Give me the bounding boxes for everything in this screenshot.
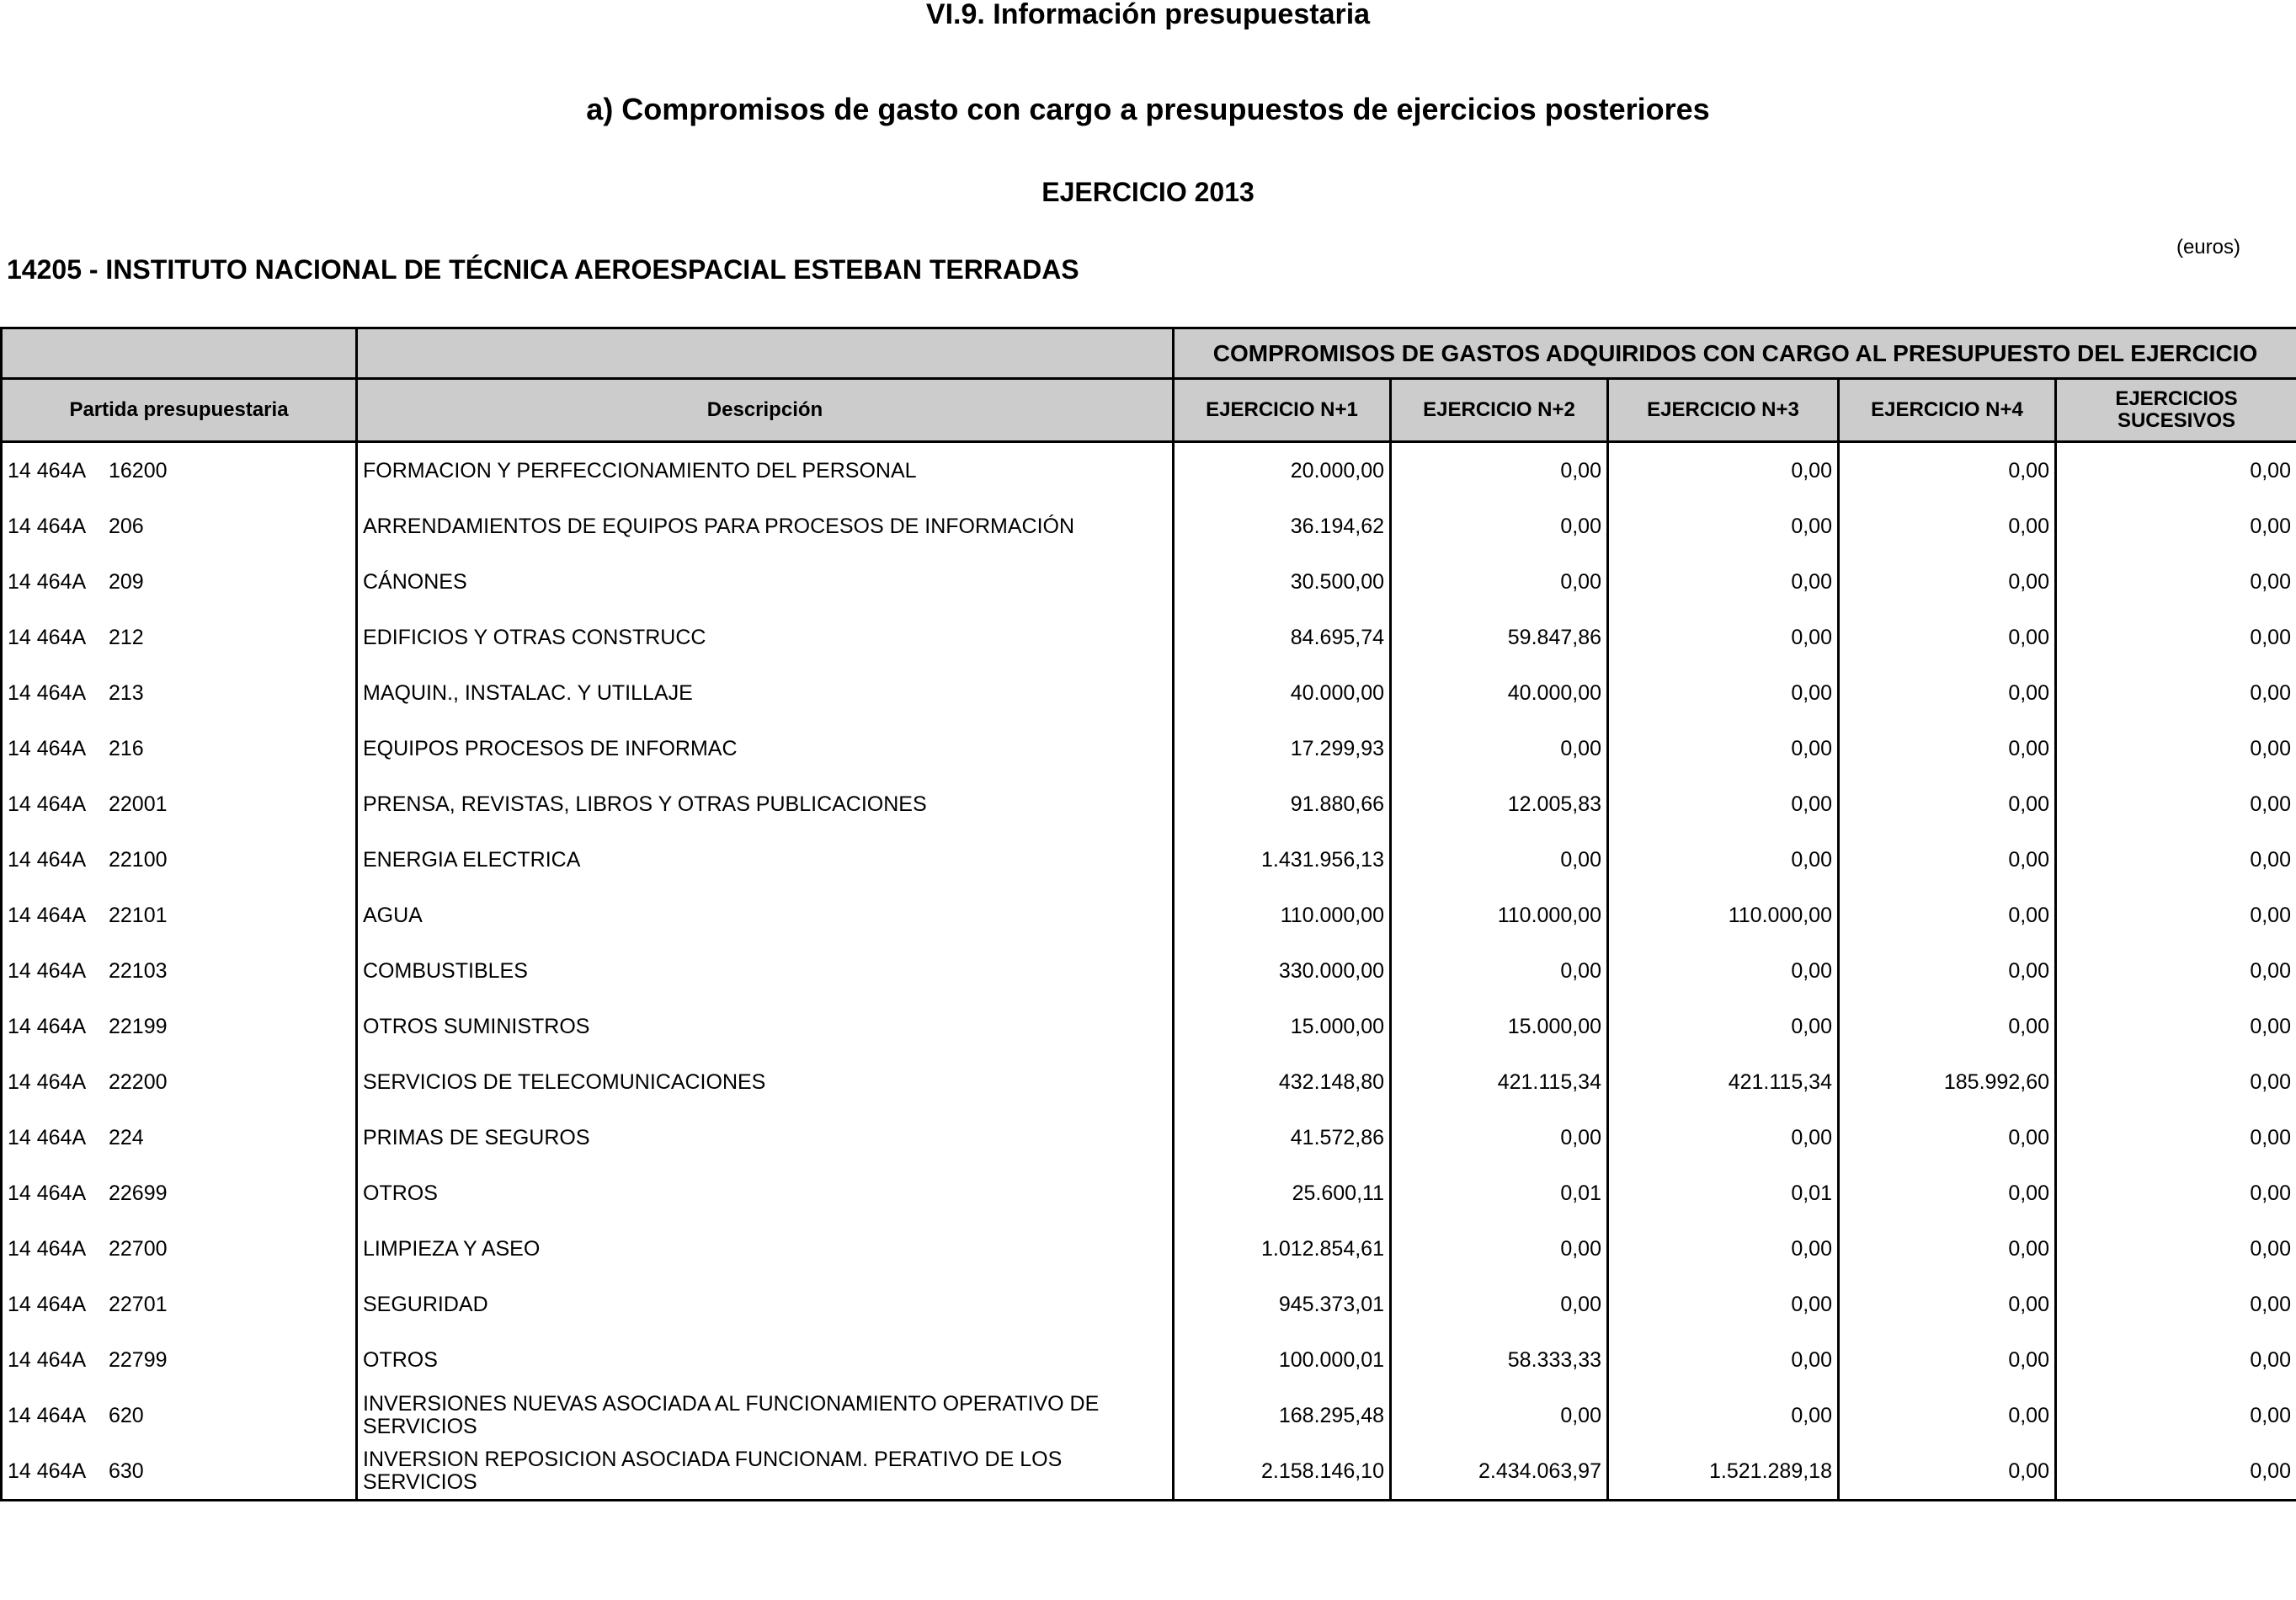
descripcion-cell: EQUIPOS PROCESOS DE INFORMAC [357, 721, 1174, 776]
amount-cell-n3: 0,00 [1608, 1110, 1839, 1165]
amount-cell-n3: 0,00 [1608, 1388, 1839, 1443]
amount-cell-sucesivos: 0,00 [2056, 999, 2296, 1054]
table-row [2, 721, 2296, 776]
amount-cell-n3: 1.521.289,18 [1608, 1443, 1839, 1501]
amount-cell-n2: 0,00 [1391, 1277, 1608, 1332]
descripcion-cell: FORMACION Y PERFECCIONAMIENTO DEL PERSONAL [357, 442, 1174, 499]
table-row [2, 1054, 2296, 1110]
amount-cell-n2: 0,00 [1391, 554, 1608, 610]
amount-cell-sucesivos: 0,00 [2056, 442, 2296, 499]
header-row-group [2, 328, 2296, 379]
programa-code: 14 464A [8, 1014, 87, 1038]
amount-cell-n1: 20.000,00 [1174, 442, 1391, 499]
col-header-n3: EJERCICIO N+3 [1608, 379, 1839, 442]
amount-cell-n4: 0,00 [1839, 776, 2056, 832]
amount-cell-n1: 40.000,00 [1174, 665, 1391, 721]
descripcion-cell: OTROS [357, 1165, 1174, 1221]
table-row [2, 442, 2296, 499]
programa-code: 14 464A [8, 514, 87, 538]
section-title: VI.9. Información presupuestaria [925, 0, 1371, 30]
amount-cell-n3: 0,00 [1608, 499, 1839, 554]
concepto-code: 22100 [109, 847, 168, 872]
amount-cell-n2: 0,00 [1391, 943, 1608, 999]
descripcion-cell: LIMPIEZA Y ASEO [357, 1221, 1174, 1277]
concepto-code: 206 [109, 514, 144, 538]
amount-cell-n1: 168.295,48 [1174, 1388, 1391, 1443]
partida-cell [2, 1388, 357, 1443]
amount-cell-n1: 330.000,00 [1174, 943, 1391, 999]
amount-cell-sucesivos: 0,00 [2056, 554, 2296, 610]
concepto-code: 22700 [109, 1236, 168, 1261]
amount-cell-n4: 0,00 [1839, 999, 2056, 1054]
amount-cell-n3: 0,00 [1608, 999, 1839, 1054]
amount-cell-sucesivos: 0,00 [2056, 665, 2296, 721]
amount-cell-sucesivos: 0,00 [2056, 1388, 2296, 1443]
amount-cell-n4: 0,00 [1839, 1443, 2056, 1501]
table-row [2, 943, 2296, 999]
amount-cell-sucesivos: 0,00 [2056, 1165, 2296, 1221]
partida-cell [2, 499, 357, 554]
amount-cell-n1: 110.000,00 [1174, 888, 1391, 943]
descripcion-cell: PRIMAS DE SEGUROS [357, 1110, 1174, 1165]
amount-cell-n1: 432.148,80 [1174, 1054, 1391, 1110]
amount-cell-n2: 40.000,00 [1391, 665, 1608, 721]
amount-cell-n2: 0,00 [1391, 1388, 1608, 1443]
descripcion-cell: OTROS SUMINISTROS [357, 999, 1174, 1054]
amount-cell-n1: 91.880,66 [1174, 776, 1391, 832]
amount-cell-n3: 0,00 [1608, 943, 1839, 999]
amount-cell-n2: 15.000,00 [1391, 999, 1608, 1054]
amount-cell-n4: 0,00 [1839, 888, 2056, 943]
concepto-code: 22001 [109, 792, 168, 816]
amount-cell-n3: 0,00 [1608, 1332, 1839, 1388]
amount-cell-n3: 0,00 [1608, 665, 1839, 721]
concepto-code: 22799 [109, 1347, 168, 1372]
amount-cell-n4: 0,00 [1839, 1221, 2056, 1277]
amount-cell-n4: 0,00 [1839, 665, 2056, 721]
budget-table [0, 327, 2296, 1501]
amount-cell-sucesivos: 0,00 [2056, 499, 2296, 554]
col-header-n1: EJERCICIO N+1 [1174, 379, 1391, 442]
table-row [2, 1165, 2296, 1221]
programa-code: 14 464A [8, 1347, 87, 1372]
descripcion-cell: EDIFICIOS Y OTRAS CONSTRUCC [357, 610, 1174, 665]
partida-cell [2, 1110, 357, 1165]
programa-code: 14 464A [8, 625, 87, 649]
partida-cell [2, 442, 357, 499]
amount-cell-n4: 0,00 [1839, 554, 2056, 610]
amount-cell-n4: 0,00 [1839, 1165, 2056, 1221]
partida-cell [2, 943, 357, 999]
header-row-columns [2, 379, 2296, 442]
descripcion-cell: COMBUSTIBLES [357, 943, 1174, 999]
amount-cell-sucesivos: 0,00 [2056, 943, 2296, 999]
amount-cell-sucesivos: 0,00 [2056, 1277, 2296, 1332]
amount-cell-n2: 0,00 [1391, 1221, 1608, 1277]
table-row [2, 832, 2296, 888]
amount-cell-sucesivos: 0,00 [2056, 1443, 2296, 1501]
amount-cell-n4: 0,00 [1839, 610, 2056, 665]
amount-cell-n1: 30.500,00 [1174, 554, 1391, 610]
programa-code: 14 464A [8, 1236, 87, 1261]
programa-code: 14 464A [8, 680, 87, 705]
concepto-code: 630 [109, 1459, 144, 1483]
table-row [2, 1277, 2296, 1332]
amount-cell-n4: 0,00 [1839, 442, 2056, 499]
table-row [2, 499, 2296, 554]
amount-cell-n2: 58.333,33 [1391, 1332, 1608, 1388]
partida-cell [2, 610, 357, 665]
amount-cell-n3: 0,00 [1608, 721, 1839, 776]
amount-cell-n4: 185.992,60 [1839, 1054, 2056, 1110]
concepto-code: 22103 [109, 958, 168, 983]
amount-cell-n2: 0,00 [1391, 1110, 1608, 1165]
programa-code: 14 464A [8, 1125, 87, 1149]
group-header: COMPROMISOS DE GASTOS ADQUIRIDOS CON CARGO AL PRESUPUESTO DEL EJERCICIO [1174, 328, 2296, 379]
amount-cell-n4: 0,00 [1839, 721, 2056, 776]
partida-cell [2, 554, 357, 610]
amount-cell-n3: 0,00 [1608, 1221, 1839, 1277]
amount-cell-n3: 0,00 [1608, 610, 1839, 665]
partida-cell [2, 1277, 357, 1332]
amount-cell-sucesivos: 0,00 [2056, 832, 2296, 888]
amount-cell-n3: 110.000,00 [1608, 888, 1839, 943]
col-header-partida: Partida presupuestaria [2, 379, 357, 442]
programa-code: 14 464A [8, 736, 87, 760]
amount-cell-n1: 945.373,01 [1174, 1277, 1391, 1332]
descripcion-cell: OTROS [357, 1332, 1174, 1388]
amount-cell-n2: 110.000,00 [1391, 888, 1608, 943]
amount-cell-n2: 59.847,86 [1391, 610, 1608, 665]
partida-cell [2, 1443, 357, 1501]
amount-cell-n2: 0,00 [1391, 832, 1608, 888]
amount-cell-n1: 17.299,93 [1174, 721, 1391, 776]
programa-code: 14 464A [8, 903, 87, 927]
amount-cell-n3: 0,00 [1608, 442, 1839, 499]
amount-cell-sucesivos: 0,00 [2056, 1110, 2296, 1165]
concepto-code: 16200 [109, 458, 168, 483]
table-row [2, 999, 2296, 1054]
amount-cell-sucesivos: 0,00 [2056, 721, 2296, 776]
concepto-code: 216 [109, 736, 144, 760]
programa-code: 14 464A [8, 458, 87, 483]
programa-code: 14 464A [8, 1292, 87, 1316]
partida-cell [2, 776, 357, 832]
table-row [2, 1110, 2296, 1165]
concepto-code: 22699 [109, 1181, 168, 1205]
amount-cell-n3: 421.115,34 [1608, 1054, 1839, 1110]
descripcion-cell: AGUA [357, 888, 1174, 943]
exercise-label: EJERCICIO 2013 [1041, 177, 1255, 207]
table-row [2, 888, 2296, 943]
amount-cell-sucesivos: 0,00 [2056, 776, 2296, 832]
programa-code: 14 464A [8, 1069, 87, 1094]
amount-cell-n3: 0,01 [1608, 1165, 1839, 1221]
partida-cell [2, 1221, 357, 1277]
concepto-code: 209 [109, 569, 144, 594]
programa-code: 14 464A [8, 1181, 87, 1205]
col-header-n2: EJERCICIO N+2 [1391, 379, 1608, 442]
concepto-code: 22200 [109, 1069, 168, 1094]
amount-cell-n1: 15.000,00 [1174, 999, 1391, 1054]
programa-code: 14 464A [8, 1403, 87, 1427]
amount-cell-sucesivos: 0,00 [2056, 888, 2296, 943]
col-header-descripcion: Descripción [357, 379, 1174, 442]
table-row [2, 1221, 2296, 1277]
amount-cell-n4: 0,00 [1839, 1277, 2056, 1332]
amount-cell-n4: 0,00 [1839, 1388, 2056, 1443]
partida-cell [2, 832, 357, 888]
partida-cell [2, 999, 357, 1054]
descripcion-cell: INVERSION REPOSICION ASOCIADA FUNCIONAM. PERATIVO DE LOS SERVICIOS [357, 1443, 1174, 1501]
descripcion-cell: ARRENDAMIENTOS DE EQUIPOS PARA PROCESOS DE INFORMACIÓN [357, 499, 1174, 554]
table-row [2, 554, 2296, 610]
col-header-n4: EJERCICIO N+4 [1839, 379, 2056, 442]
amount-cell-n2: 0,01 [1391, 1165, 1608, 1221]
amount-cell-n4: 0,00 [1839, 1110, 2056, 1165]
header-blank-cell [2, 328, 357, 379]
descripcion-cell: CÁNONES [357, 554, 1174, 610]
amount-cell-n2: 2.434.063,97 [1391, 1443, 1608, 1501]
amount-cell-n4: 0,00 [1839, 1332, 2056, 1388]
table-row [2, 665, 2296, 721]
descripcion-cell: PRENSA, REVISTAS, LIBROS Y OTRAS PUBLICACIONES [357, 776, 1174, 832]
col-header-sucesivos: EJERCICIOS SUCESIVOS [2056, 379, 2296, 442]
amount-cell-n4: 0,00 [1839, 499, 2056, 554]
amount-cell-n4: 0,00 [1839, 943, 2056, 999]
amount-cell-n3: 0,00 [1608, 832, 1839, 888]
concepto-code: 224 [109, 1125, 144, 1149]
programa-code: 14 464A [8, 1459, 87, 1483]
partida-cell [2, 665, 357, 721]
programa-code: 14 464A [8, 792, 87, 816]
concepto-code: 213 [109, 680, 144, 705]
amount-cell-n1: 100.000,01 [1174, 1332, 1391, 1388]
amount-cell-n4: 0,00 [1839, 832, 2056, 888]
amount-cell-n3: 0,00 [1608, 554, 1839, 610]
amount-cell-sucesivos: 0,00 [2056, 1221, 2296, 1277]
amount-cell-n1: 25.600,11 [1174, 1165, 1391, 1221]
amount-cell-n1: 84.695,74 [1174, 610, 1391, 665]
table-row [2, 776, 2296, 832]
partida-cell [2, 888, 357, 943]
amount-cell-n1: 36.194,62 [1174, 499, 1391, 554]
amount-cell-n2: 0,00 [1391, 442, 1608, 499]
partida-cell [2, 1054, 357, 1110]
table-row [2, 1388, 2296, 1443]
concepto-code: 22199 [109, 1014, 168, 1038]
amount-cell-n1: 41.572,86 [1174, 1110, 1391, 1165]
descripcion-cell: SERVICIOS DE TELECOMUNICACIONES [357, 1054, 1174, 1110]
amount-cell-n1: 1.431.956,13 [1174, 832, 1391, 888]
table-row [2, 1443, 2296, 1501]
partida-cell [2, 1332, 357, 1388]
amount-cell-sucesivos: 0,00 [2056, 1332, 2296, 1388]
header-blank-cell [357, 328, 1174, 379]
concepto-code: 22701 [109, 1292, 168, 1316]
amount-cell-n2: 0,00 [1391, 499, 1608, 554]
partida-cell [2, 1165, 357, 1221]
programa-code: 14 464A [8, 958, 87, 983]
entity-title: 14205 - INSTITUTO NACIONAL DE TÉCNICA AEROESPACIAL ESTEBAN TERRADAS [7, 254, 1079, 285]
programa-code: 14 464A [8, 847, 87, 872]
amount-cell-sucesivos: 0,00 [2056, 1054, 2296, 1110]
concepto-code: 212 [109, 625, 144, 649]
amount-cell-n2: 0,00 [1391, 721, 1608, 776]
amount-cell-sucesivos: 0,00 [2056, 610, 2296, 665]
amount-cell-n1: 1.012.854,61 [1174, 1221, 1391, 1277]
table-row [2, 1332, 2296, 1388]
page-subtitle: a) Compromisos de gasto con cargo a presupuestos de ejercicios posteriores [586, 92, 1710, 126]
amount-cell-n3: 0,00 [1608, 776, 1839, 832]
amount-cell-n3: 0,00 [1608, 1277, 1839, 1332]
descripcion-cell: SEGURIDAD [357, 1277, 1174, 1332]
programa-code: 14 464A [8, 569, 87, 594]
amount-cell-n2: 421.115,34 [1391, 1054, 1608, 1110]
descripcion-cell: ENERGIA ELECTRICA [357, 832, 1174, 888]
units-label: (euros) [2176, 236, 2240, 259]
amount-cell-n2: 12.005,83 [1391, 776, 1608, 832]
descripcion-cell: INVERSIONES NUEVAS ASOCIADA AL FUNCIONAMIENTO OPERATIVO DE SERVICIOS [357, 1388, 1174, 1443]
partida-cell [2, 721, 357, 776]
descripcion-cell: MAQUIN., INSTALAC. Y UTILLAJE [357, 665, 1174, 721]
concepto-code: 22101 [109, 903, 168, 927]
table-row [2, 610, 2296, 665]
amount-cell-n1: 2.158.146,10 [1174, 1443, 1391, 1501]
concepto-code: 620 [109, 1403, 144, 1427]
